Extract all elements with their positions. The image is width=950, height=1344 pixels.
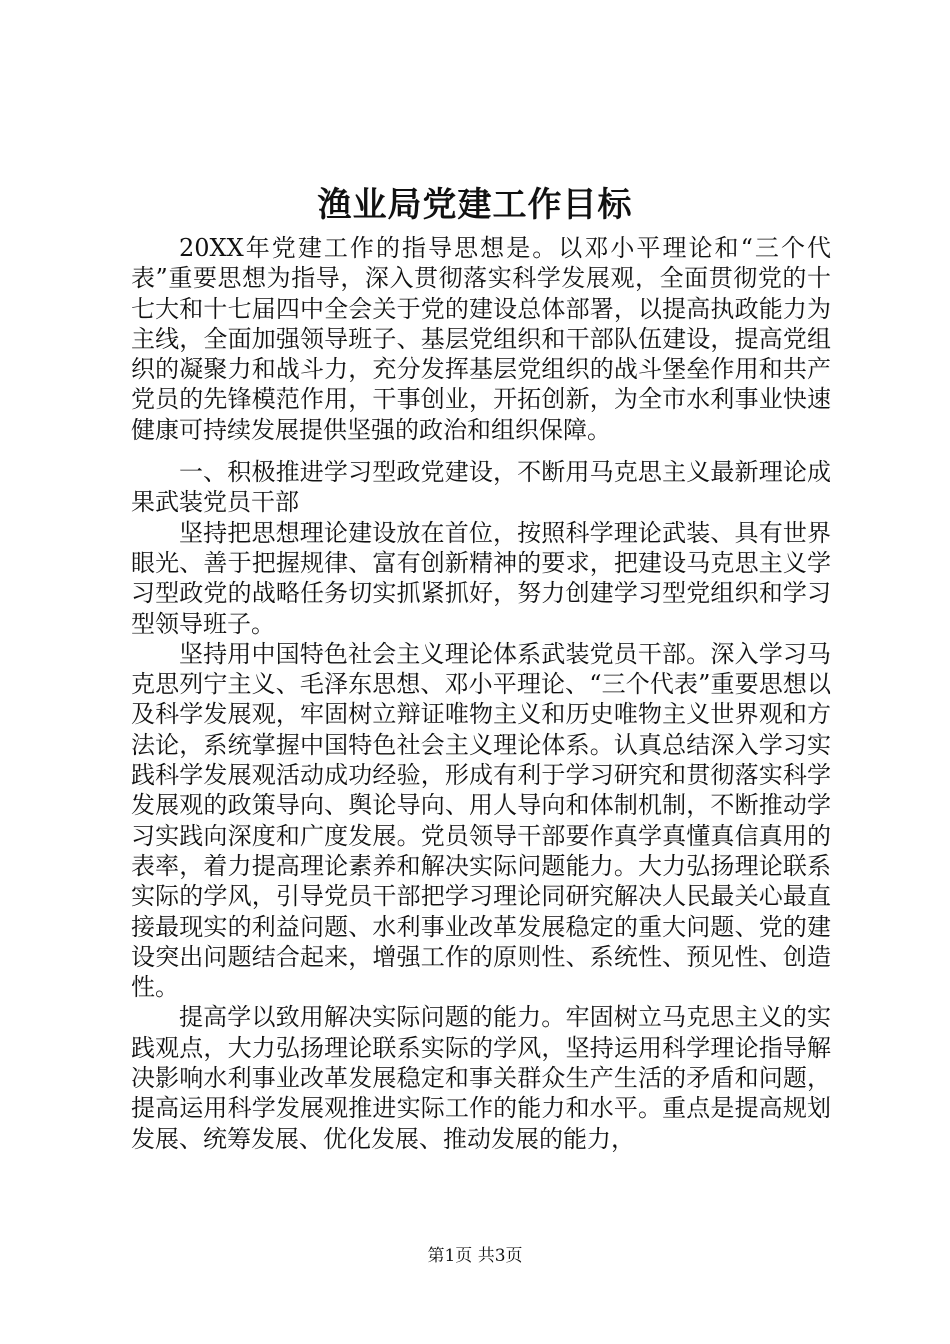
- paragraph-practical-ability: 提高学以致用解决实际问题的能力。牢固树立马克思主义的实践观点，大力弘扬理论联系实际的学风，坚持运用科学理论指导解决影响水利事业改革发展稳定和事关群众生产生活的矛盾和问题，提高运用科学发展观推进实际工作的能力和水平。重点是提高规划发展、统筹发展、优化发展、推动发展的能力，: [131, 1003, 831, 1153]
- page-number-footer: 第1页 共3页: [427, 1246, 523, 1266]
- paragraph-guiding-thought: 20XX年党建工作的指导思想是。以邓小平理论和“三个代表”重要思想为指导，深入贯彻落实科学发展观，全面贯彻党的十七大和十七届四中全会关于党的建设总体部署，以提高执政能力为主线，全面加强领导班子、基层党组织和干部队伍建设，提高党组织的凝聚力和战斗力，充分发挥基层党组织的战斗堡垒作用和共产党员的先锋模范作用，干事创业，开拓创新，为全市水利事业快速健康可持续发展提供坚强的政治和组织保障。: [131, 234, 831, 444]
- paragraph-theory-first: 坚持把思想理论建设放在首位，按照科学理论武装、具有世界眼光、善于把握规律、富有创新精神的要求，把建设马克思主义学习型政党的战略任务切实抓紧抓好，努力创建学习型党组织和学习型领导班子。: [131, 518, 831, 638]
- paragraph-socialism-theory: 坚持用中国特色社会主义理论体系武装党员干部。深入学习马克思列宁主义、毛泽东思想、邓小平理论、“三个代表”重要思想以及科学发展观，牢固树立辩证唯物主义和历史唯物主义世界观和方法论，系统掌握中国特色社会主义理论体系。认真总结深入学习实践科学发展观活动成功经验，形成有利于学习研究和贯彻落实科学发展观的政策导向、舆论导向、用人导向和体制机制，不断推动学习实践向深度和广度发展。党员领导干部要作真学真懂真信真用的表率，着力提高理论素养和解决实际问题能力。大力弘扬理论联系实际的学风，引导党员干部把学习理论同研究解决人民最关心最直接最现实的利益问题、水利事业改革发展稳定的重大问题、党的建设突出问题结合起来，增强工作的原则性、系统性、预见性、创造性。: [131, 639, 831, 1002]
- document-title: 渔业局党建工作目标: [317, 185, 633, 225]
- section-heading-1: 一、积极推进学习型政党建设，不断用马克思主义最新理论成果武装党员干部: [131, 458, 831, 517]
- document-body: [131, 233, 831, 1154]
